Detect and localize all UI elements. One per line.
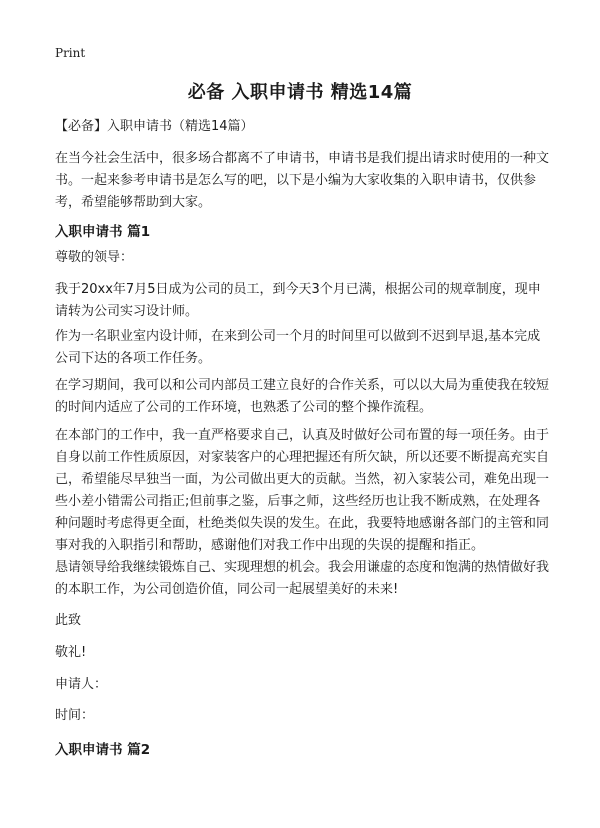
body-paragraph-2: 作为一名职业室内设计师，在来到公司一个月的时间里可以做到不迟到早退,基本完成公司下达的各项工作任务。 [55,329,541,366]
document-title: 必备 入职申请书 精选14篇 [187,82,413,103]
section-heading-2: 入职申请书 篇2 [55,742,151,758]
closing-line: 此致 [55,613,82,628]
date-line: 时间： [55,708,95,723]
intro-paragraph: 在当今社会生活中，很多场合都离不了申请书，申请书是我们提出请求时使用的一种文书。一起来参考申请书是怎么写的吧，以下是小编为大家收集的入职申请书，仅供参考，希望能够帮助到大家。 [55,151,550,210]
body-paragraph-1: 我于20xx年7月5日成为公司的员工，到今天3个月已满，根据公司的规章制度，现申请转为公司实习设计师。 [55,282,541,319]
greeting: 尊敬的领导： [55,250,134,265]
applicant-line: 申请人： [55,677,108,692]
section-heading-1: 入职申请书 篇1 [55,224,151,240]
body-paragraph-3: 在学习期间，我可以和公司内部员工建立良好的合作关系，可以以大局为重使我在较短的时间内适应了公司的工作环境，也熟悉了公司的整个操作流程。 [55,378,550,415]
salute-line: 敬礼! [55,645,87,660]
body-paragraph-4: 在本部门的工作中，我一直严格要求自己，认真及时做好公司布置的每一项任务。由于自身以前工作性质原因，对家装客户的心理把握还有所欠缺，所以还要不断提高充实自己，希望能尽早独当一面，为公司做出更大的贡献。当然，初入家装公司，难免出现一些小差小错需公司指正;但前事之鉴，后事之师，这些经历也让我不断成熟，在处理各种问题时考虑得更全面，杜绝类似失误的发生。在此，我要特地感谢各部门的主管和同事对我的入职指引和帮助，感谢他们对我工作中出现的失误的提醒和指正。 [55,428,550,553]
document-subtitle: 【必备】入职申请书（精选14篇） [55,119,254,134]
body-paragraph-5: 恳请领导给我继续锻炼自己、实现理想的机会。我会用谦虚的态度和饱满的热情做好我的本职工作，为公司创造价值，同公司一起展望美好的未来! [55,560,550,597]
print-link[interactable]: Print [55,46,86,60]
